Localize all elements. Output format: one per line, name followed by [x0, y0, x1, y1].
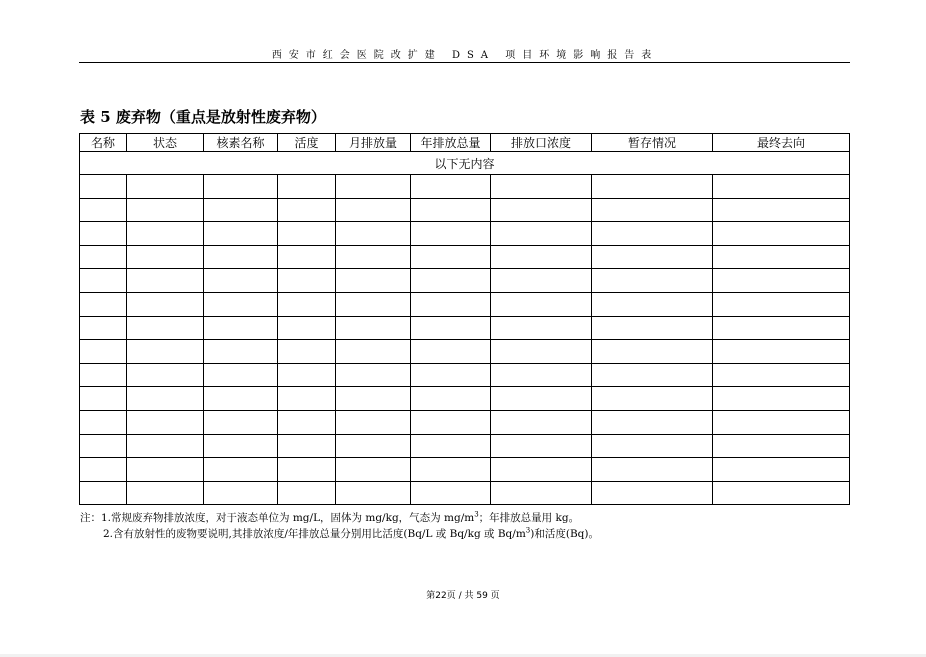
table-cell	[278, 316, 336, 340]
table-cell	[80, 458, 127, 482]
table-cell	[411, 198, 491, 222]
table-row	[80, 363, 850, 387]
column-header-state: 状态	[127, 134, 204, 152]
table-cell	[80, 222, 127, 246]
column-header-name: 名称	[80, 134, 127, 152]
table-cell	[278, 410, 336, 434]
table-cell	[336, 316, 411, 340]
note-line-1: 注：1.常规废弃物排放浓度，对于液态单位为 mg/L，固体为 mg/kg，气态为 $mg/m^3$；年排放总量用 kg。	[80, 510, 580, 524]
table-cell	[127, 458, 204, 482]
table-cell	[592, 245, 713, 269]
table-cell	[127, 316, 204, 340]
table-cell	[127, 245, 204, 269]
table-cell	[713, 316, 850, 340]
table-title: 表 5 废弃物（重点是放射性废弃物）	[80, 108, 326, 126]
table-cell	[491, 269, 592, 293]
table-row	[80, 198, 850, 222]
table-cell	[713, 222, 850, 246]
table-cell	[80, 269, 127, 293]
table-row	[80, 175, 850, 199]
table-row	[80, 222, 850, 246]
table-cell	[491, 410, 592, 434]
page-number: 第22页 / 共 59 页	[426, 591, 500, 601]
table-cell	[278, 245, 336, 269]
column-header-nuclide: 核素名称	[204, 134, 278, 152]
table-cell	[713, 434, 850, 458]
table-cell	[336, 198, 411, 222]
table-cell	[713, 458, 850, 482]
table-cell	[204, 458, 278, 482]
table-cell	[592, 340, 713, 364]
table-cell	[491, 363, 592, 387]
table-cell	[491, 458, 592, 482]
table-cell	[491, 292, 592, 316]
table-cell	[491, 245, 592, 269]
table-cell	[278, 481, 336, 505]
table-cell	[278, 269, 336, 293]
table-cell	[278, 387, 336, 411]
table-cell	[127, 292, 204, 316]
table-cell	[592, 292, 713, 316]
table-cell	[204, 340, 278, 364]
table-cell	[713, 269, 850, 293]
table-cell	[127, 198, 204, 222]
table-cell	[127, 222, 204, 246]
table-cell	[592, 269, 713, 293]
table-cell	[491, 198, 592, 222]
table-cell	[278, 175, 336, 199]
table-cell	[127, 434, 204, 458]
table-cell	[127, 363, 204, 387]
column-header-activity: 活度	[278, 134, 336, 152]
table-cell	[713, 387, 850, 411]
table-row	[80, 434, 850, 458]
table-cell	[411, 316, 491, 340]
table-cell	[80, 175, 127, 199]
table-body	[80, 152, 850, 505]
table-cell	[491, 175, 592, 199]
table-cell	[127, 269, 204, 293]
table-cell	[713, 175, 850, 199]
table-cell	[336, 434, 411, 458]
table-cell	[592, 387, 713, 411]
table-cell	[592, 198, 713, 222]
table-cell	[411, 363, 491, 387]
table-cell	[336, 363, 411, 387]
table-cell	[80, 481, 127, 505]
table-header-row	[80, 134, 850, 152]
table-cell	[491, 387, 592, 411]
table-cell	[80, 363, 127, 387]
table-cell	[127, 410, 204, 434]
table-cell	[592, 434, 713, 458]
table-cell	[411, 292, 491, 316]
table-row	[80, 481, 850, 505]
no-content-notice: 以下无内容	[80, 152, 850, 175]
table-cell	[278, 434, 336, 458]
table-cell	[336, 245, 411, 269]
column-header-final-destination: 最终去向	[713, 134, 850, 152]
table-row	[80, 316, 850, 340]
table-cell	[336, 410, 411, 434]
table-cell	[278, 292, 336, 316]
table-cell	[204, 222, 278, 246]
table-row	[80, 410, 850, 434]
table-cell	[411, 175, 491, 199]
table-cell	[713, 481, 850, 505]
column-header-monthly-discharge: 月排放量	[336, 134, 411, 152]
table-cell	[204, 434, 278, 458]
table-cell	[491, 481, 592, 505]
table-cell	[411, 245, 491, 269]
page-header	[80, 46, 850, 61]
notice-row	[80, 152, 850, 175]
table-cell	[204, 410, 278, 434]
table-cell	[127, 175, 204, 199]
table-cell	[80, 198, 127, 222]
table-cell	[592, 410, 713, 434]
table-cell	[278, 198, 336, 222]
table-cell	[127, 340, 204, 364]
table-row	[80, 245, 850, 269]
table-cell	[411, 222, 491, 246]
table-cell	[592, 458, 713, 482]
table-row	[80, 387, 850, 411]
table-cell	[127, 481, 204, 505]
table-cell	[491, 340, 592, 364]
table-cell	[713, 245, 850, 269]
table-cell	[80, 434, 127, 458]
table-cell	[204, 316, 278, 340]
table-cell	[80, 340, 127, 364]
table-cell	[80, 245, 127, 269]
table-cell	[336, 340, 411, 364]
table-cell	[336, 175, 411, 199]
table-cell	[491, 434, 592, 458]
table-row	[80, 269, 850, 293]
table-cell	[592, 175, 713, 199]
table-cell	[592, 222, 713, 246]
table-cell	[592, 481, 713, 505]
table-cell	[411, 269, 491, 293]
table-cell	[592, 316, 713, 340]
table-cell	[713, 198, 850, 222]
table-cell	[204, 175, 278, 199]
table-cell	[411, 458, 491, 482]
column-header-annual-discharge: 年排放总量	[411, 134, 491, 152]
table-cell	[278, 340, 336, 364]
table-cell	[80, 292, 127, 316]
table-cell	[336, 387, 411, 411]
table-cell	[80, 316, 127, 340]
table-cell	[127, 387, 204, 411]
column-header-outlet-concentration: 排放口浓度	[491, 134, 592, 152]
table-cell	[336, 269, 411, 293]
table-cell	[204, 269, 278, 293]
table-row	[80, 292, 850, 316]
table-cell	[204, 363, 278, 387]
note-line-2: 2.含有放射性的废物要说明,其排放浓度/年排放总量分别用比活度(Bq/L 或 Bq/kg 或 $Bq/m^3$)和活度(Bq)。	[103, 526, 599, 540]
table-cell	[204, 245, 278, 269]
waste-table	[79, 133, 850, 505]
table-cell	[80, 410, 127, 434]
table-notes	[80, 510, 860, 542]
table-cell	[713, 340, 850, 364]
table-row	[80, 458, 850, 482]
table-cell	[491, 316, 592, 340]
table-cell	[336, 292, 411, 316]
table-cell	[278, 363, 336, 387]
table-row	[80, 340, 850, 364]
table-cell	[411, 434, 491, 458]
table-cell	[336, 458, 411, 482]
table-cell	[204, 198, 278, 222]
table-cell	[713, 363, 850, 387]
table-cell	[592, 363, 713, 387]
table-cell	[491, 222, 592, 246]
table-cell	[204, 292, 278, 316]
header-divider	[79, 62, 850, 63]
table-cell	[713, 292, 850, 316]
table-cell	[713, 410, 850, 434]
table-cell	[336, 222, 411, 246]
table-cell	[411, 340, 491, 364]
table-cell	[204, 481, 278, 505]
column-header-storage: 暂存情况	[592, 134, 713, 152]
document-title: 西安市红会医院改扩建 DSA 项目环境影响报告表	[271, 50, 659, 61]
table-cell	[278, 458, 336, 482]
table-cell	[411, 481, 491, 505]
table-cell	[336, 481, 411, 505]
table-cell	[204, 387, 278, 411]
table-cell	[411, 410, 491, 434]
table-cell	[278, 222, 336, 246]
table-cell	[80, 387, 127, 411]
table-cell	[411, 387, 491, 411]
